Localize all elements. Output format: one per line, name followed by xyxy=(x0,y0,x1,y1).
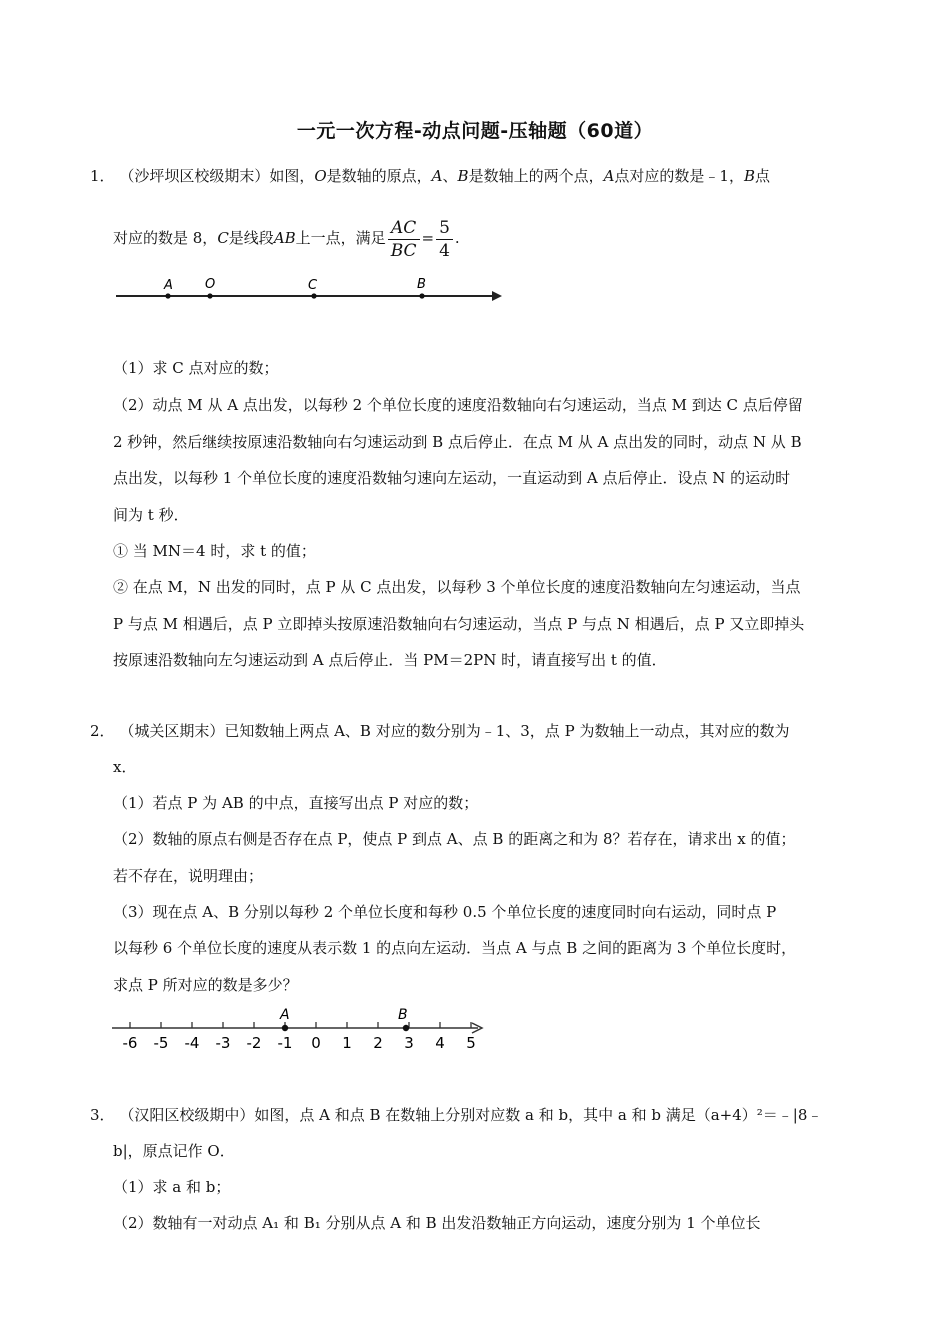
q2-part-2-line-1: （2）数轴的原点右侧是否存在点 P，使点 P 到点 A、点 B 的距离之和为 8？若存在，请求出 x 的值； xyxy=(113,830,796,848)
tick-label: -3 xyxy=(215,1034,231,1052)
q2-number: 2． xyxy=(90,722,115,740)
fraction-5-4: $\frac{5}{4}$ xyxy=(436,217,453,262)
q2-part-3-line-2: 以每秒 6 个单位长度的速度从表示数 1 的点向左运动．当点 A 与点 B 之间的距离为 3 个单位长度时， xyxy=(113,939,797,957)
q2-part-1: （1）若点 P 为 AB 的中点，直接写出点 P 对应的数； xyxy=(113,794,479,812)
point-o xyxy=(207,293,212,298)
q2-line-2: x． xyxy=(113,758,137,776)
label-o: O xyxy=(205,277,216,292)
q2-line-1 xyxy=(90,721,789,741)
q2-part-3-line-1: （3）现在点 A、B 分别以每秒 2 个单位长度和每秒 0.5 个单位长度的速度同时向右运动，同时点 P xyxy=(113,903,777,921)
point-b xyxy=(419,293,424,298)
tick-label: 4 xyxy=(435,1034,445,1052)
label-a: A xyxy=(164,278,173,293)
tick-label: 2 xyxy=(373,1034,383,1052)
q1-part-2-line-2: 2 秒钟，然后继续按原速沿数轴向右匀速运动到 B 点后停止．在点 M 从 A 点出发的同时，动点 N 从 B xyxy=(113,433,802,451)
tick-label: 0 xyxy=(311,1034,321,1052)
equals-sign: = xyxy=(421,229,435,247)
tick-label: 3 xyxy=(404,1034,414,1052)
q1-line-2 xyxy=(113,216,460,262)
point-b xyxy=(403,1025,409,1031)
q1-source: （沙坪坝区校级期末）如图， xyxy=(119,167,315,185)
q3-line-2: b|，原点记作 O． xyxy=(113,1142,235,1160)
period: . xyxy=(454,229,460,247)
q2-text: （城关区期末）已知数轴上两点 A、B 对应的数分别为﹣1、3，点 P 为数轴上一动点，其对应的数为 xyxy=(119,722,790,740)
q1-part-1: （1）求 C 点对应的数； xyxy=(113,359,279,377)
tick-label: -1 xyxy=(277,1034,293,1052)
q2-part-2-line-2: 若不存在，说明理由； xyxy=(113,867,264,885)
tick-label: 5 xyxy=(466,1034,476,1052)
q1-text: 点 xyxy=(755,167,771,185)
q1-part-2-sub-1: ① 当 MN＝4 时，求 t 的值； xyxy=(113,542,316,560)
q1-text: 、 xyxy=(442,167,458,185)
label-b: B xyxy=(417,277,426,292)
fraction-ac-bc: $\frac{AC}{BC}$ xyxy=(388,217,420,262)
number-line-figure-1 xyxy=(110,272,510,306)
q1-part-2-line-3: 点出发，以每秒 1 个单位长度的速度沿数轴匀速向左运动，一直运动到 A 点后停止．设点 N 的运动时 xyxy=(113,469,791,487)
q1-var-a: A xyxy=(431,167,443,185)
q1-part-2-line-1: （2）动点 M 从 A 点出发，以每秒 2 个单位长度的速度沿数轴向右匀速运动，当点 M 到达 C 点后停留 xyxy=(113,396,803,414)
label-c: C xyxy=(308,278,318,293)
q1-line-1 xyxy=(90,166,770,186)
q3-part-1: （1）求 a 和 b； xyxy=(113,1178,231,1196)
point-c xyxy=(311,293,316,298)
tick-label: -5 xyxy=(153,1034,169,1052)
q1-var-o: O xyxy=(314,167,327,185)
number-line-figure-2 xyxy=(110,1004,495,1054)
q2-part-3-line-3: 求点 P 所对应的数是多少？ xyxy=(113,976,298,994)
q1-text: 是数轴上的两个点， xyxy=(468,167,604,185)
point-a xyxy=(282,1025,288,1031)
q1-var-a: A xyxy=(603,167,615,185)
q3-number: 3． xyxy=(90,1106,115,1124)
q1-var-b: B xyxy=(743,167,755,185)
q1-number: 1． xyxy=(90,167,115,185)
q1-text: 是数轴的原点， xyxy=(326,167,432,185)
q3-part-2: （2）数轴有一对动点 A₁ 和 B₁ 分别从点 A 和 B 出发沿数轴正方向运动，速度分别为 1 个单位长 xyxy=(113,1214,761,1232)
q1-part-2-line-4: 间为 t 秒． xyxy=(113,506,189,524)
q1-text: 上一点，满足 xyxy=(295,229,386,247)
q1-text: 是线段 xyxy=(228,229,274,247)
tick-label: 1 xyxy=(342,1034,352,1052)
q1-text: 对应的数是 8， xyxy=(113,229,218,247)
q1-part-2-sub-2-line-3: 按原速沿数轴向左匀速运动到 A 点后停止．当 PM＝2PN 时，请直接写出 t 的值． xyxy=(113,651,667,669)
q3-text: （汉阳区校级期中）如图，点 A 和点 B 在数轴上分别对应数 a 和 b，其中 a 和 b 满足（a+4）²＝﹣|8﹣ xyxy=(119,1106,823,1124)
axis-arrow xyxy=(492,291,502,301)
tick-label: -2 xyxy=(246,1034,262,1052)
q1-var-b: B xyxy=(457,167,469,185)
q1-text: 点对应的数是﹣1， xyxy=(614,167,744,185)
q1-part-2-sub-2-line-2: P 与点 M 相遇后，点 P 立即掉头按原速沿数轴向右匀速运动，当点 P 与点 N 相遇后，点 P 又立即掉头 xyxy=(113,615,805,633)
q1-var-ab: AB xyxy=(273,229,296,247)
page-title: 一元一次方程-动点问题-压轴题（60道） xyxy=(296,120,654,142)
label-a: A xyxy=(280,1007,290,1023)
q3-line-1 xyxy=(90,1105,822,1125)
q1-part-2-sub-2-line-1: ② 在点 M，N 出发的同时，点 P 从 C 点出发，以每秒 3 个单位长度的速度沿数轴向左匀速运动，当点 xyxy=(113,578,801,596)
q1-var-c: C xyxy=(217,229,229,247)
label-b: B xyxy=(398,1007,408,1023)
tick-label: -4 xyxy=(184,1034,200,1052)
tick-label: -6 xyxy=(122,1034,138,1052)
point-a xyxy=(165,293,170,298)
